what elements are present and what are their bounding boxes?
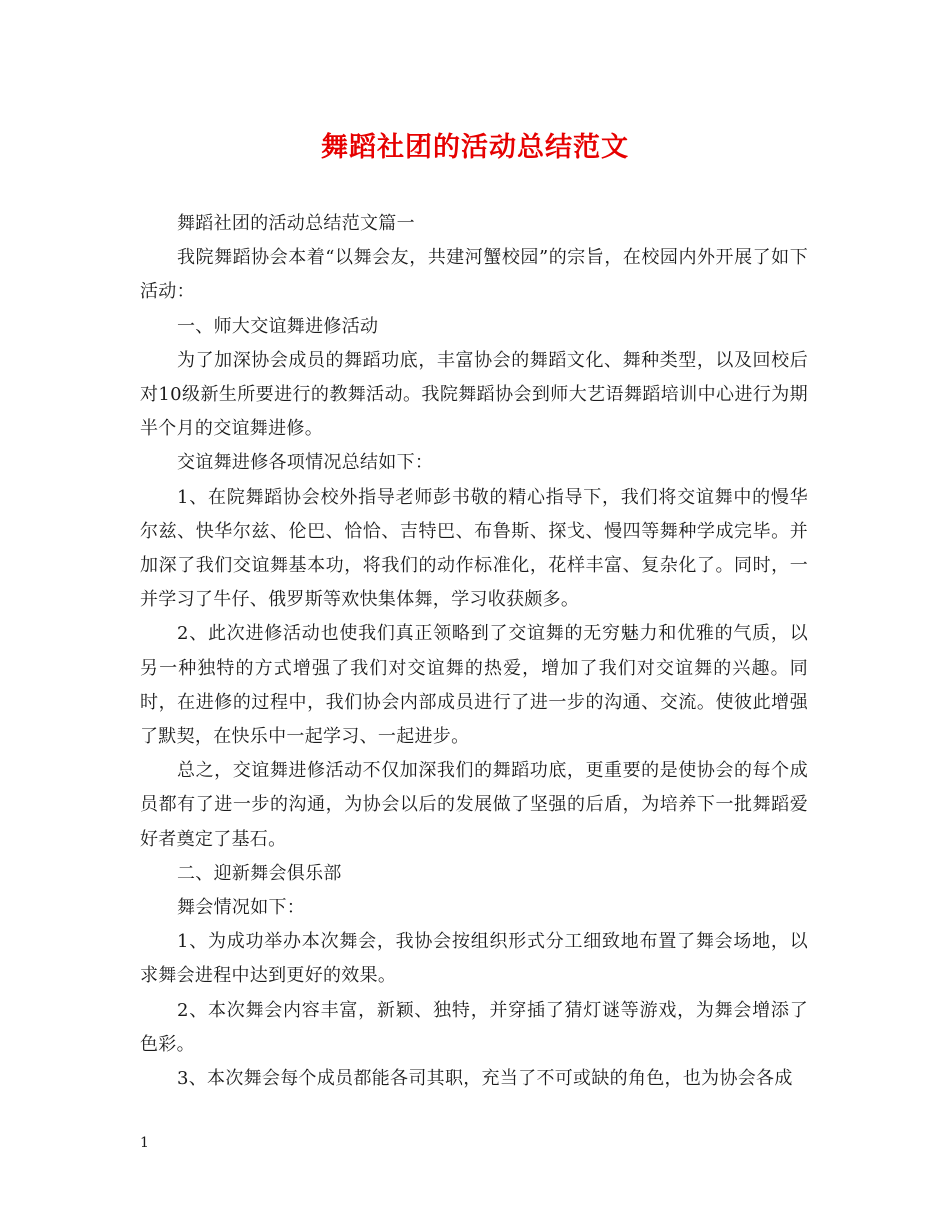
paragraph: 舞蹈社团的活动总结范文篇一 [177, 213, 415, 234]
paragraph: 2、本次舞会内容丰富，新颖、独特，并穿插了猜灯谜等游戏，为舞会增添了色彩。 [140, 999, 808, 1055]
paragraph: 2、此次进修活动也使我们真正领略到了交谊舞的无穷魅力和优雅的气质，以另一种独特的方式增强了我们对交谊舞的热爱，增加了我们对交谊舞的兴趣。同时，在进修的过程中，我们协会内部成员进行了进一步的沟通、交流。使彼此增强了默契，在快乐中一起学习、一起进步。 [140, 623, 808, 748]
paragraph: 1、为成功举办本次舞会，我协会按组织形式分工细致地布置了舞会场地，以求舞会进程中达到更好的效果。 [140, 931, 808, 987]
document-title: 舞蹈社团的活动总结范文 [321, 132, 629, 163]
paragraph: 1、在院舞蹈协会校外指导老师彭书敬的精心指导下，我们将交谊舞中的慢华尔兹、快华尔兹、伦巴、恰恰、吉特巴、布鲁斯、探戈、慢四等舞种学成完毕。并加深了我们交谊舞基本功，将我们的动作标准化，花样丰富、复杂化了。同时，一并学习了牛仔、俄罗斯等欢快集体舞，学习收获颇多。 [140, 486, 808, 611]
paragraph: 3、本次舞会每个成员都能各司其职，充当了不可或缺的角色，也为协会各成 [177, 1068, 793, 1090]
section-heading: 二、迎新舞会俱乐部 [177, 862, 342, 884]
paragraph: 舞会情况如下： [177, 897, 306, 919]
paragraph: 总之，交谊舞进修活动不仅加深我们的舞蹈功底，更重要的是使协会的每个成员都有了进一步的沟通，为协会以后的发展做了坚强的后盾，为培养下一批舞蹈爱好者奠定了基石。 [140, 760, 808, 850]
section-heading: 一、师大交谊舞进修活动 [177, 315, 379, 337]
document-body [140, 207, 808, 1096]
page-number: 1 [140, 1135, 149, 1151]
paragraph: 为了加深协会成员的舞蹈功底，丰富协会的舞蹈文化、舞种类型，以及回校后对10级新生所要进行的教舞活动。我院舞蹈协会到师大艺语舞蹈培训中心进行为期半个月的交谊舞进修。 [140, 349, 808, 440]
paragraph: 交谊舞进修各项情况总结如下： [177, 452, 434, 474]
paragraph: 我院舞蹈协会本着“以舞会友，共建河蟹校园”的宗旨，在校园内外开展了如下活动： [140, 247, 808, 303]
